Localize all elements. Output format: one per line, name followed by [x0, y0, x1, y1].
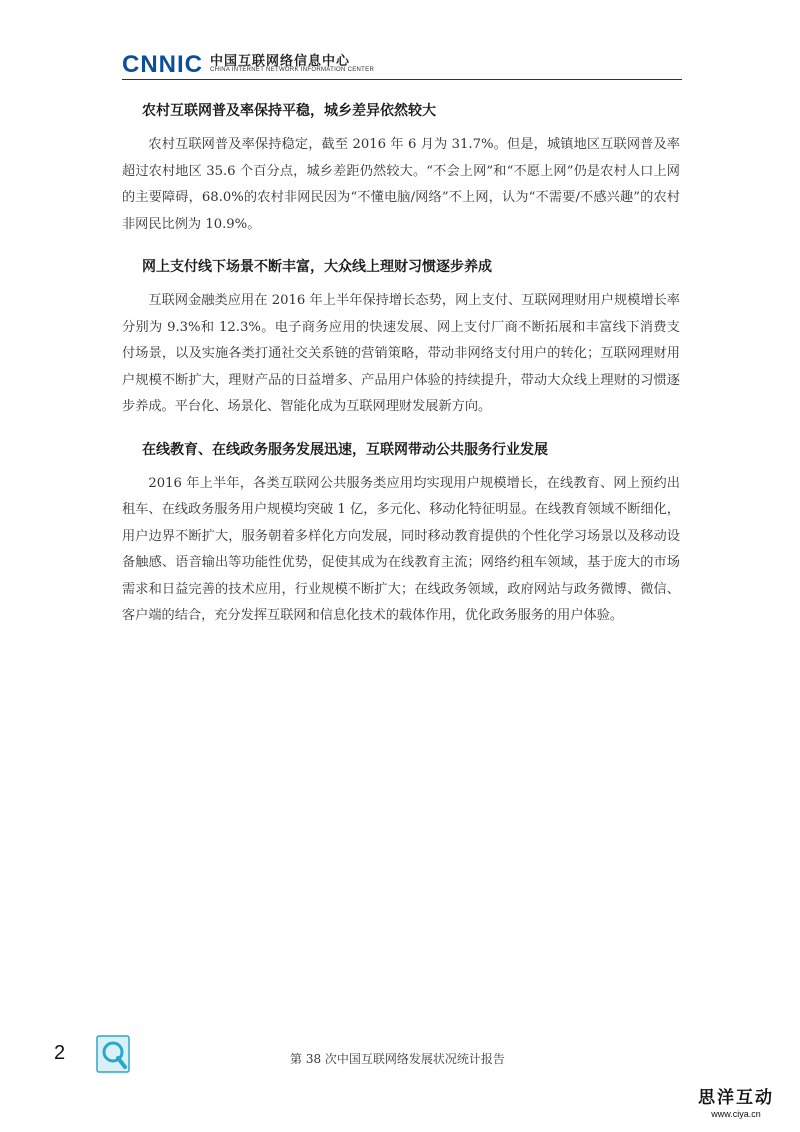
page-number: 2: [54, 1042, 66, 1064]
section-paragraph: 农村互联网普及率保持稳定，截至 2016 年 6 月为 31.7%。但是，城镇地区互联网普及率超过农村地区 35.6 个百分点，城乡差距仍然较大。“不会上网”和“不愿上网”仍是农村人口上网的主要障碍，68.0%的农村非网民因为“不懂电脑/网络”不上网，认为“不需要/不感兴趣”的农村非网民比例为 10.9%。: [122, 137, 680, 232]
org-name-cn: 中国互联网络信息中心: [210, 54, 351, 69]
section-heading: 在线教育、在线政务服务发展迅速，互联网带动公共服务行业发展: [142, 441, 548, 458]
report-logo-icon: [96, 1035, 130, 1073]
watermark: [682, 1088, 790, 1120]
watermark-name: 思洋互动: [698, 1088, 774, 1108]
section-public-services: [122, 439, 680, 630]
header-divider: [122, 79, 682, 80]
section-rural-internet: [122, 100, 680, 238]
section-paragraph: 互联网金融类应用在 2016 年上半年保持增长态势，网上支付、互联网理财用户规模增长率分别为 9.3%和 12.3%。电子商务应用的快速发展、网上支付厂商不断拓展和丰富线下消费支付场景，以及实施各类打通社交关系链的营销策略，带动非网络支付用户的转化；互联网理财用户规模不断扩大，理财产品的日益增多、产品用户体验的持续提升，带动大众线上理财的习惯逐步养成。平台化、场景化、智能化成为互联网理财发展新方向。: [122, 293, 680, 414]
section-paragraph: 2016 年上半年，各类互联网公共服务类应用均实现用户规模增长，在线教育、网上预约出租车、在线政务服务用户规模均突破 1 亿，多元化、移动化特征明显。在线教育领域不断细化，用户边界不断扩大，服务朝着多样化方向发展，同时移动教育提供的个性化学习场景以及移动设备触感、语音输出等功能性优势，促使其成为在线教育主流；网络约租车领域，基于庞大的市场需求和日益完善的技术应用，行业规模不断扩大；在线政务领域，政府网站与政务微博、微信、客户端的结合，充分发挥互联网和信息化技术的载体作用，优化政务服务的用户体验。: [122, 475, 680, 623]
org-name-en: CHINA INTERNET NETWORK INFORMATION CENTER: [210, 67, 375, 73]
watermark-url: www.ciya.cn: [711, 1109, 761, 1119]
section-online-payment: [122, 256, 680, 421]
section-heading: 网上支付线下场景不断丰富，大众线上理财习惯逐步养成: [142, 259, 492, 275]
page-header: [122, 48, 682, 78]
cnnic-logo: CNNIC: [122, 51, 203, 78]
section-heading: 农村互联网普及率保持平稳，城乡差异依然较大: [142, 103, 436, 119]
main-content: [122, 100, 680, 648]
report-title: 第 38 次中国互联网络发展状况统计报告: [290, 1052, 505, 1066]
